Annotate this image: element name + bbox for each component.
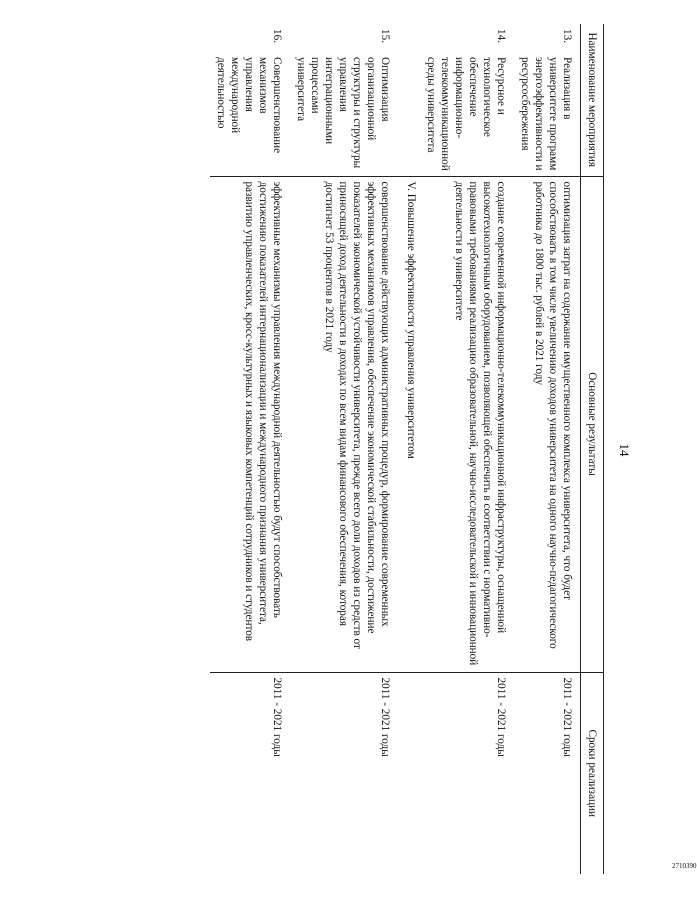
- table-header-row: [581, 24, 604, 874]
- measures-table: [210, 24, 604, 874]
- measure-results: создание современной информационно-телекоммуникационной инфраструктуры, оснащенной высокотехнологичным оборудованием, позволяющей обеспечить в соответствии с нормативно-правовыми требованиями реализацию образовательной, научно-исследовательской и инновационной деятельности в университете: [420, 176, 514, 672]
- table-row: [514, 24, 581, 874]
- measure-period: 2011 - 2021 годы: [561, 677, 573, 757]
- measure-period: 2011 - 2021 годы: [379, 677, 391, 757]
- section-spacer: [398, 24, 420, 52]
- measure-name: Совершенствование механизмов управления международной деятельностью: [210, 52, 290, 176]
- measure-name: Оптимизация организационной структуры и структуры управления интеграционными процессами университета: [290, 52, 398, 176]
- measure-name: Реализация в университете программ энергоэффективности и ресурсосбережения: [514, 52, 581, 176]
- header-main-results: Основные результаты: [581, 176, 604, 672]
- row-number: 14.: [495, 29, 507, 43]
- page-number: 14: [617, 443, 632, 457]
- section-row: [398, 24, 420, 874]
- row-number: 15.: [379, 29, 391, 43]
- table-row: [420, 24, 514, 874]
- measure-results: совершенствование действующих административных процедур, формирование современных эффективных механизмов управления, обеспечение экономической стабильности, достижение показателей экономической устойчивости университета, прежде всего доли доходов из средств от приносящей доход деятельности в доходах по всем видам финансового обеспечения, которая достигнет 53 процентов в 2021 году: [290, 176, 398, 672]
- measure-results: оптимизация затрат на содержание имущественного комплекса университета, что будет способствовать в том числе увеличению доходов университета на одного научно-педагогического работника до 1800 тыс. рублей в 2021 году: [514, 176, 581, 672]
- document-code: 2710390: [672, 862, 697, 870]
- section-title: V. Повышение эффективности управления университетом: [398, 176, 420, 672]
- measure-period: 2011 - 2021 годы: [271, 677, 283, 757]
- section-spacer: [398, 52, 420, 176]
- row-number: 16.: [271, 29, 283, 43]
- measure-period: 2011 - 2021 годы: [495, 677, 507, 757]
- header-measure-name: Наименование мероприятия: [581, 24, 604, 176]
- measure-results: эффективные механизмы управления международной деятельностью будут способствовать достижению показателей интернационализации и международного признания университета, развитию управленческих, кросс-культурных и языковых компетенций сотрудников и студентов: [210, 176, 290, 672]
- section-spacer: [398, 672, 420, 874]
- table-row: [210, 24, 290, 874]
- header-period: Сроки реализации: [581, 672, 604, 874]
- measure-name: Ресурсное и технологическое обеспечение информационно-телекоммуникационной среды университета: [420, 52, 514, 176]
- table-row: [290, 24, 398, 874]
- row-number: 13.: [561, 29, 573, 43]
- rotated-document-page: [80, 20, 697, 880]
